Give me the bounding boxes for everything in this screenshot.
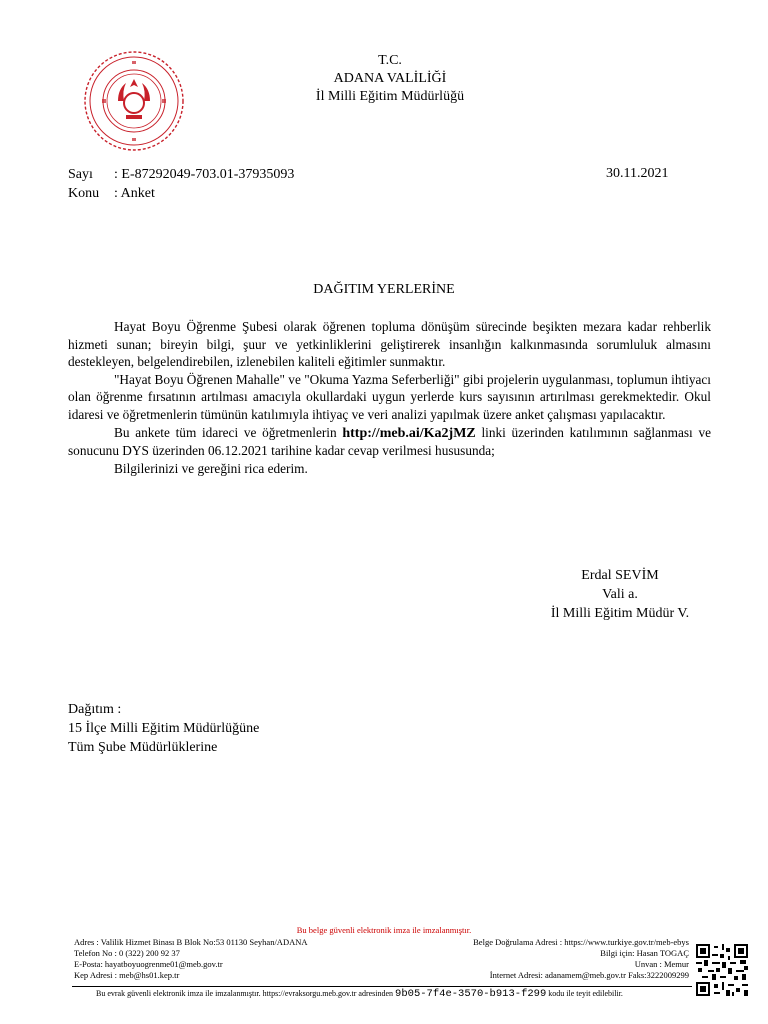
distribution-item: Tüm Şube Müdürlüklerine	[68, 740, 218, 755]
paragraph-3-end: linki üzerinden katılımının sağlanması ve sonucunu DYS üzerinden 06.12.2021 tarihine kadar cevap verilmesi hususunda;	[68, 424, 711, 459]
header-directorate: İl Milli Eğitim Müdürlüğü	[315, 89, 465, 104]
paragraph-1: Hayat Boyu Öğrenme Şubesi olarak öğrenen topluma dönüşüm sürecinde beşikten mezara kadar rehberlik hizmeti sunan; bireyin bilgi, şuur ve yetkinliklerini geliştirerek insanlığın kalkınmasında sorumluluk almasını destekleyen, belgelendirebilen, izlenebilen kaliteli eğitimler sunmaktır.	[68, 319, 711, 370]
footer-contact-left	[74, 937, 308, 981]
signature-block	[520, 566, 720, 623]
paragraph-2: "Hayat Boyu Öğrenen Mahalle" ve "Okuma Yazma Seferberliği" gibi projelerin uygulanması, toplumun ihtiyacı olan öğrenme fırsatının artılması amacıyla okullardaki uygun yerlerde kurs sayısının artırılması gerekmektedir. Okul idaresi ve öğretmenlerin tümünün katılımıyla ihtiyaç ve veri analizi yapılmak üzere anket çalışması yapılacaktır.	[68, 371, 711, 422]
footer-info-contact: Bilgi için: Hasan TOGAÇ	[600, 948, 689, 958]
document-title: DAĞITIM YERLERİNE	[313, 282, 455, 297]
signer-name: Erdal SEVİM	[581, 568, 659, 583]
konu-row	[68, 185, 155, 203]
distribution-label: Dağıtım :	[68, 702, 122, 717]
sayi-value: : E-87292049-703.01-37935093	[114, 167, 295, 182]
verification-text-end: kodu ile teyit edilebilir.	[546, 989, 623, 998]
distribution-block	[68, 700, 259, 757]
verification-text-start: Bu evrak güvenli elektronik imza ile imzalanmıştır. https://evraksorgu.meb.gov.tr adresinden	[96, 989, 396, 998]
paragraph-3-start: Bu ankete tüm idareci ve öğretmenlerin	[114, 424, 343, 440]
footer-kep: Kep Adresi : meb@hs01.kep.tr	[74, 970, 180, 980]
signer-title-1: Vali a.	[602, 587, 638, 602]
verification-code: 9b05-7f4e-3570-b913-f299	[395, 988, 547, 1000]
signer-title-2: İl Milli Eğitim Müdür V.	[550, 606, 690, 621]
footer-verify-url: Belge Doğrulama Adresi : https://www.turkiye.gov.tr/meb-ebys	[473, 937, 689, 947]
paragraph-4: Bilgilerinizi ve gereğini rica ederim.	[114, 460, 308, 476]
footer-phone: Telefon No : 0 (322) 200 92 37	[74, 948, 180, 958]
konu-label: Konu	[68, 186, 100, 201]
document-date: 30.11.2021	[606, 166, 669, 181]
e-signature-note: Bu belge güvenli elektronik imza ile imzalanmıştır.	[296, 925, 472, 935]
header-tc: T.C.	[378, 53, 402, 68]
konu-value: : Anket	[114, 186, 155, 201]
qr-code-icon	[696, 944, 748, 996]
paragraph-3	[68, 424, 711, 460]
footer-title: Unvan : Memur	[634, 959, 689, 969]
header-governorship: ADANA VALİLİĞİ	[333, 71, 447, 86]
footer-divider	[72, 986, 692, 987]
document-body	[68, 318, 711, 477]
footer-contact-right	[420, 937, 689, 981]
sayi-row	[68, 166, 294, 184]
survey-link[interactable]: http://meb.ai/Ka2jMZ	[342, 425, 476, 441]
sayi-label: Sayı	[68, 167, 93, 182]
footer-email: E-Posta: hayatboyuogrenme01@meb.gov.tr	[74, 959, 223, 969]
distribution-item: 15 İlçe Milli Eğitim Müdürlüğüne	[68, 721, 260, 736]
footer-address: Adres : Valilik Hizmet Binası B Blok No:53 01130 Seyhan/ADANA	[74, 937, 308, 947]
footer-web-fax: İnternet Adresi: adanamem@meb.gov.tr Faks:3222009299	[489, 970, 689, 980]
verification-line	[96, 988, 623, 1000]
